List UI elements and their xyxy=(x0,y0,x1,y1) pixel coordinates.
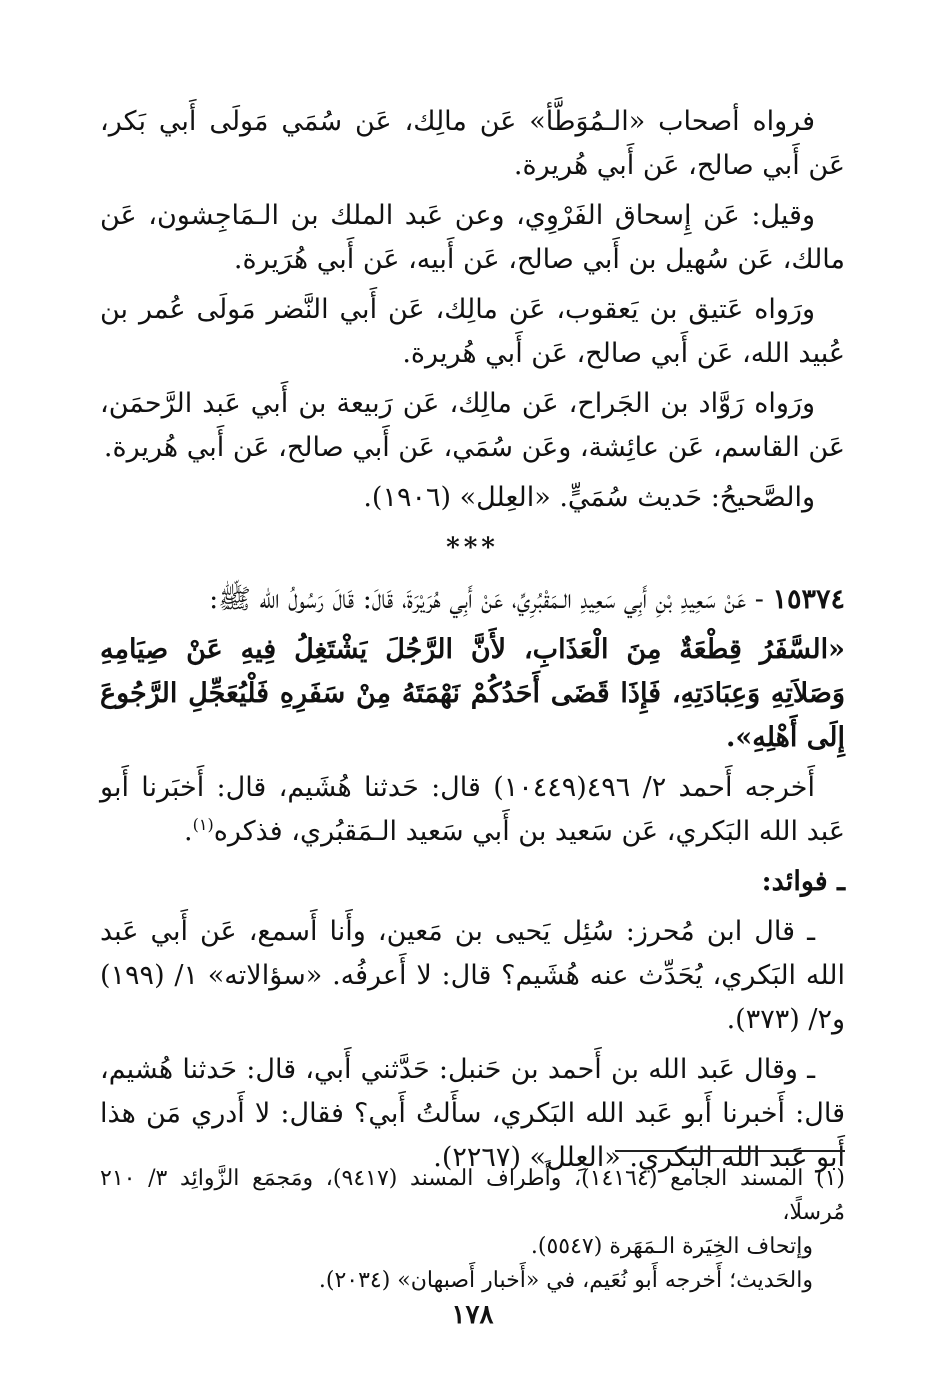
hadith-isnad xyxy=(100,578,845,622)
fawaid-heading: ـ فوائد: xyxy=(761,866,845,897)
paragraph-5: والصَّحيحُ: حَديث سُمَيٍّ. «العِلل» (١٩٠٦). xyxy=(363,482,815,513)
footnote-reference[interactable]: (١) xyxy=(192,815,214,834)
footnote-1-line-2: وإتحاف الخِيَرة الـمَهَرة (٥٥٤٧). xyxy=(530,1234,813,1259)
paragraph-4: ورَواه رَوَّاد بن الجَراح، عَن مالِك، عَن رَبيعة بن أَبي عَبد الرَّحمَن، عَن القاسم، عَن عائِشة، وعَن سُمَي، عَن أَبي صالح، عَن أَبي هُريرة. xyxy=(100,388,845,463)
section-separator: *** xyxy=(446,533,499,563)
paragraph-2: وقيل: عَن إِسحاق الفَرْوِي، وعن عَبد الملك بن الـمَاجِشون، عَن مالك، عَن سُهيل بن أَبي صالح، عَن أَبيه، عَن أَبي هُرَيرة. xyxy=(100,200,845,275)
hadith-matn: «السَّفَرُ قِطْعَةٌ مِنَ الْعَذَابِ، لأَنَّ الرَّجُلَ يَشْتَغِلُ فِيهِ عَنْ صِيَامِهِ وَصَلاَتِهِ وَعِبَادَتِهِ، فَإِذَا قَضَى أَحَدُكُمْ نَهْمَتَهُ مِنْ سَفَرِهِ فَلْيُعَجِّلِ الرَّجُوعَ إِلَى أَهْلِهِ». xyxy=(100,634,845,753)
page-number: ١٧٨ xyxy=(451,1300,494,1330)
hadith-number: ١٥٣٧٤ xyxy=(772,584,845,615)
footnote-1-line-3: والحَديث؛ أَخرجه أَبو نُعَيم، في «أَخبار أَصبهان» (٢٠٣٤). xyxy=(318,1268,813,1293)
hadith-isnad-text: - عَنْ سَعِيدِ بْنِ أَبِي سَعِيدِ الـمَقْبُرِيِّ، عَنْ أَبِي هُرَيْرَةَ، قَالَ: قَالَ رَسُولُ الله ﷺ: xyxy=(209,584,764,615)
hadith-takhrij: أَخرجه أَحمد ٢/ ٤٩٦(١٠٤٤٩) قال: حَدثنا هُشَيم، قال: أَخبَرنا أَبو عَبد الله البَكري، عَن سَعيد بن أَبي سَعيد الـمَقبُري، فذكره$^{(١)}$. xyxy=(100,772,845,847)
main-text xyxy=(100,100,845,1186)
paragraph-3: ورَواه عَتيق بن يَعقوب، عَن مالِك، عَن أَبي النَّضر مَولَى عُمر بن عُبيد الله، عَن أَبي صالح، عَن أَبي هُريرة. xyxy=(100,294,845,369)
footnotes xyxy=(100,1162,845,1298)
takhrij-text: أَخرجه أَحمد ٢/ ٤٩٦(١٠٤٤٩) قال: حَدثنا هُشَيم، قال: أَخبَرنا أَبو عَبد الله البَكري، عَن سَعيد بن أَبي سَعيد الـمَقبُري، فذكره xyxy=(100,772,845,847)
fawaid-item-1: ـ قال ابن مُحرز: سُئِل يَحيى بن مَعين، وأَنا أَسمع، عَن أَبي عَبد الله البَكري، يُحَدِّث عنه هُشَيم؟ قال: لا أَعرفُه. «سؤالاته» ١/ (١٩٩) و٢/ (٣٧٣). xyxy=(100,916,845,1035)
fawaid-item-2: ـ وقال عَبد الله بن أَحمد بن حَنبل: حَدَّثني أَبي، قال: حَدثنا هُشيم، قال: أَخبرنا أَبو عَبد الله البَكري، سأَلتُ أَبي؟ فقال: لا أَدري مَن هذا أَبو عَبد الله البَكري. «العِلل» (٢٢٦٧). xyxy=(100,1054,845,1173)
paragraph-1: فرواه أصحاب «الـمُوَطَّأ» عَن مالِك، عَن سُمَي مَولَى أَبي بَكر، عَن أَبي صالح، عَن أَبي هُريرة. xyxy=(100,106,845,181)
footnote-divider xyxy=(615,1150,845,1152)
footnote-1-line-1: (١) المسند الجامع (١٤١٦٤)، وأَطراف المسند (٩٤١٧)، ومَجمَع الزَّوائِد ٣/ ٢١٠ مُرسلًا، xyxy=(100,1166,845,1225)
